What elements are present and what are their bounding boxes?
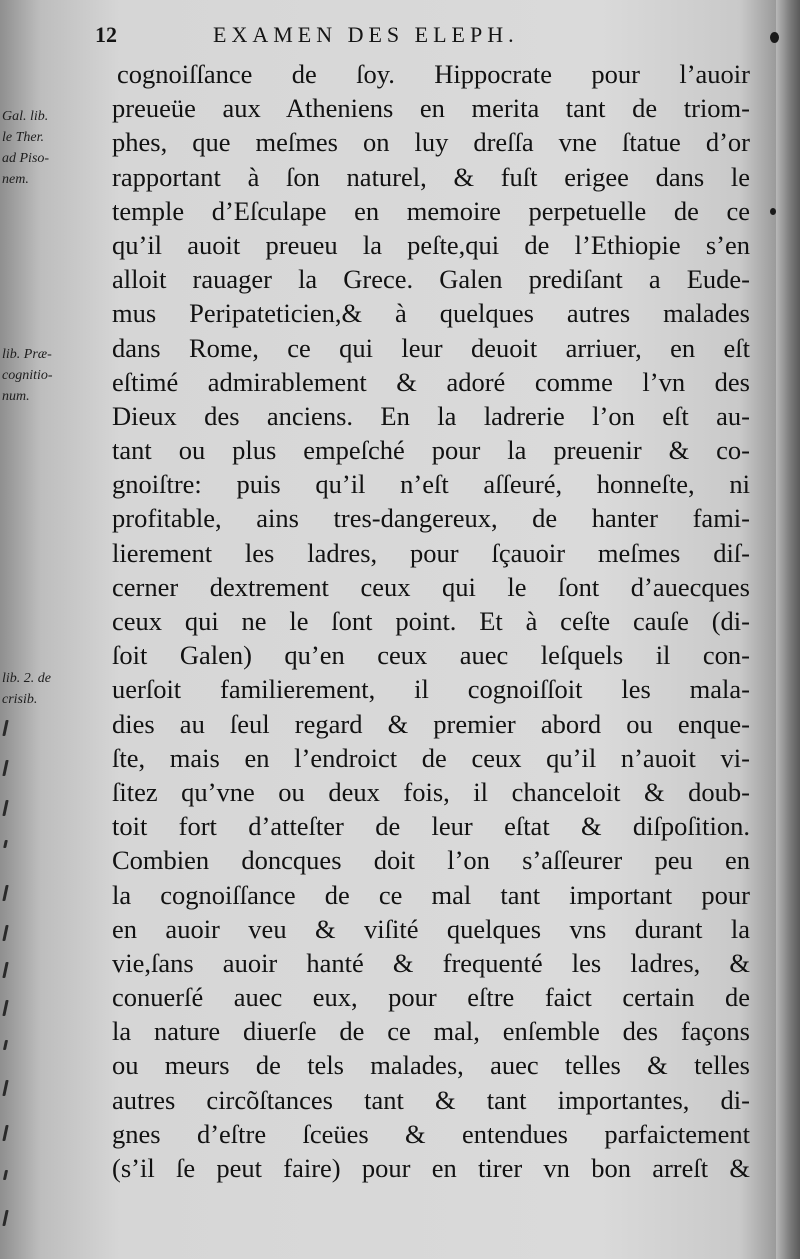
page-number: 12	[95, 22, 117, 47]
gutter-marks	[4, 700, 24, 1259]
text-line: phes, que meſmes on luy dreſſa vne ſtatue d’or	[112, 127, 750, 158]
text-line: conuerſé auec eux, pour eſtre faict certain de	[112, 982, 750, 1013]
text-line: preueüe aux Atheniens en merita tant de triom-	[112, 93, 750, 124]
text-line: Dieux des anciens. En la ladrerie l’on eſt au-	[112, 400, 750, 431]
text-line: en auoir veu & viſité quelques vns durant la	[112, 913, 750, 944]
text-line: cognoiſſance de ſoy. Hippocrate pour l’auoir	[117, 59, 750, 89]
margin-note	[2, 344, 53, 407]
text-line: uerſoit familierement, il cognoiſſoit les mala-	[112, 674, 750, 705]
margin-note-line: cognitio-	[2, 368, 53, 383]
margin-note-line: ad Piso-	[2, 151, 50, 166]
text-line: lierement les ladres, pour ſçauoir meſmes diſ-	[112, 537, 750, 568]
text-line: mus Peripateticien,& à quelques autres malades	[112, 298, 750, 329]
text-line: la nature diuerſe de ce mal, enſemble des façons	[112, 1016, 750, 1047]
text-line: qu’il auoit preueu la peſte,qui de l’Ethiopie s’en	[112, 229, 750, 260]
text-line: temple d’Eſculape en memoire perpetuelle de ce	[112, 195, 750, 226]
text-line: tant ou plus empeſché pour la preuenir & co-	[112, 435, 750, 466]
text-line: ſoit Galen) qu’en ceux auec leſquels il con-	[112, 640, 750, 671]
text-line: eſtimé admirablement & adoré comme l’vn des	[112, 366, 750, 397]
margin-note-line: le Ther.	[2, 130, 44, 145]
margin-note-line: lib. Præ-	[2, 347, 52, 362]
text-line: ſitez qu’vne ou deux fois, il chanceloit & doub-	[112, 776, 750, 807]
text-line: alloit rauager la Grece. Galen prediſant a Eude-	[112, 264, 750, 295]
text-line: ou meurs de tels malades, auec telles & telles	[112, 1050, 750, 1081]
running-title: EXAMEN DES ELEPH.	[213, 22, 519, 47]
text-line: cerner dextrement ceux qui le ſont d’auecques	[112, 571, 750, 602]
margin-note-line: lib. 2. de	[2, 671, 51, 686]
text-line: (s’il ſe peut faire) pour en tirer vn bon arreſt &	[112, 1153, 750, 1183]
text-line: autres circõſtances tant & tant importantes, di-	[112, 1084, 750, 1115]
text-line: toit fort d’atteſter de leur eſtat & diſpoſition.	[112, 811, 750, 842]
page-fold-shadow	[776, 0, 800, 1259]
text-line: profitable, ains tres-dangereux, de hanter fami-	[112, 503, 750, 534]
binding-hole	[770, 32, 779, 43]
margin-note-line: crisib.	[2, 692, 38, 707]
text-line: gnoiſtre: puis qu’il n’eſt aſſeuré, honneſte, ni	[112, 469, 750, 500]
text-line: gnes d’eſtre ſceües & entendues parfaictement	[112, 1118, 750, 1149]
text-line: ceux qui ne le ſont point. Et à ceſte cauſe (di-	[112, 606, 750, 636]
text-line: rapportant à ſon naturel, & fuſt erigee dans le	[112, 161, 750, 192]
text-line: ſte, mais en l’endroict de ceux qu’il n’auoit vi-	[112, 742, 750, 773]
margin-note-line: num.	[2, 389, 30, 404]
binding-hole	[770, 208, 776, 215]
text-line: dies au ſeul regard & premier abord ou enque-	[112, 708, 750, 739]
text-line: dans Rome, ce qui leur deuoit arriuer, en eſt	[112, 332, 750, 363]
margin-note	[2, 106, 49, 190]
body-text	[112, 57, 750, 1185]
text-line: vie,ſans auoir hanté & frequenté les ladres, &	[112, 947, 750, 978]
text-line: Combien doncques doit l’on s’aſſeurer peu en	[112, 845, 750, 876]
text-line: la cognoiſſance de ce mal tant important pour	[112, 879, 750, 910]
margin-note-line: nem.	[2, 172, 29, 187]
margin-note-line: Gal. lib.	[2, 109, 49, 124]
